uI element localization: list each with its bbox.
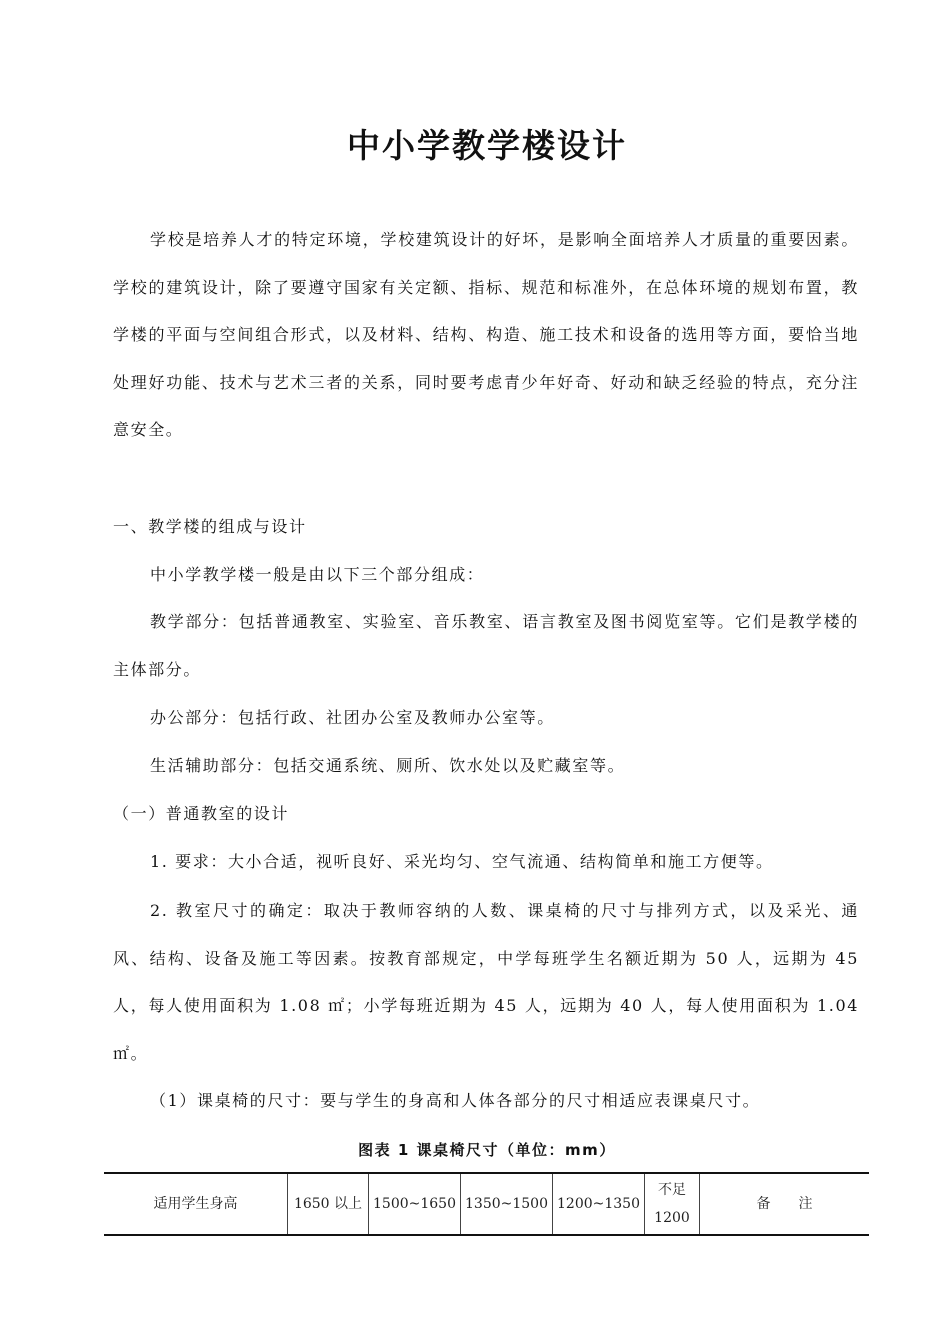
teaching-paragraph: 教学部分：包括普通教室、实验室、音乐教室、语言教室及图书阅览室等。它们是教学楼的主体部分。 (113, 612, 859, 679)
page-title: 中小学教学楼设计 (347, 126, 627, 165)
table-caption: 图表 1 课桌椅尺寸（单位：mm） (358, 1141, 616, 1159)
table-header-cell: 1200~1350 (553, 1173, 645, 1235)
table-header-row (104, 1173, 869, 1235)
intro-paragraph: 学校是培养人才的特定环境，学校建筑设计的好坏，是影响全面培养人才质量的重要因素。学校的建筑设计，除了要遵守国家有关定额、指标、规范和标准外，在总体环境的规划布置，教学楼的平面与空间组合形式，以及材料、结构、构造、施工技术和设备的选用等方面，要恰当地处理好功能、技术与艺术三者的关系，同时要考虑青少年好奇、好动和缺乏经验的特点，充分注意安全。 (113, 230, 859, 439)
table-header-cell: 不足 1200 (645, 1173, 700, 1235)
section-lead: 中小学教学楼一般是由以下三个部分组成： (150, 565, 485, 584)
office-paragraph: 办公部分：包括行政、社团办公室及教师办公室等。 (150, 708, 555, 727)
subsection-heading: （一）普通教室的设计 (113, 804, 290, 823)
classroom-size-paragraph: 2. 教室尺寸的确定：取决于教师容纳的人数、课桌椅的尺寸与排列方式，以及采光、通风、结构、设备及施工等因素。按教育部规定，中学每班学生名额近期为 50 人，远期为 45 人，每人使用面积为 1.08 ㎡；小学每班近期为 45 人，远期为 40 人，每人使用面积为 1.04 ㎡。 (113, 901, 859, 1063)
requirement-paragraph: 1. 要求：大小合适，视听良好、采光均匀、空气流通、结构简单和施工方便等。 (150, 852, 774, 871)
table-header-cell: 备 注 (700, 1173, 870, 1235)
table-header-cell: 1650 以上 (288, 1173, 369, 1235)
table-header-cell: 1350~1500 (461, 1173, 553, 1235)
table-header-cell: 1500~1650 (369, 1173, 461, 1235)
table-header-cell: 适用学生身高 (104, 1173, 288, 1235)
desk-paragraph: （1）课桌椅的尺寸：要与学生的身高和人体各部分的尺寸相适应表课桌尺寸。 (150, 1091, 761, 1110)
support-paragraph: 生活辅助部分：包括交通系统、厕所、饮水处以及贮藏室等。 (150, 756, 626, 775)
section-heading: 一、教学楼的组成与设计 (113, 517, 307, 536)
desk-size-table (104, 1172, 869, 1236)
